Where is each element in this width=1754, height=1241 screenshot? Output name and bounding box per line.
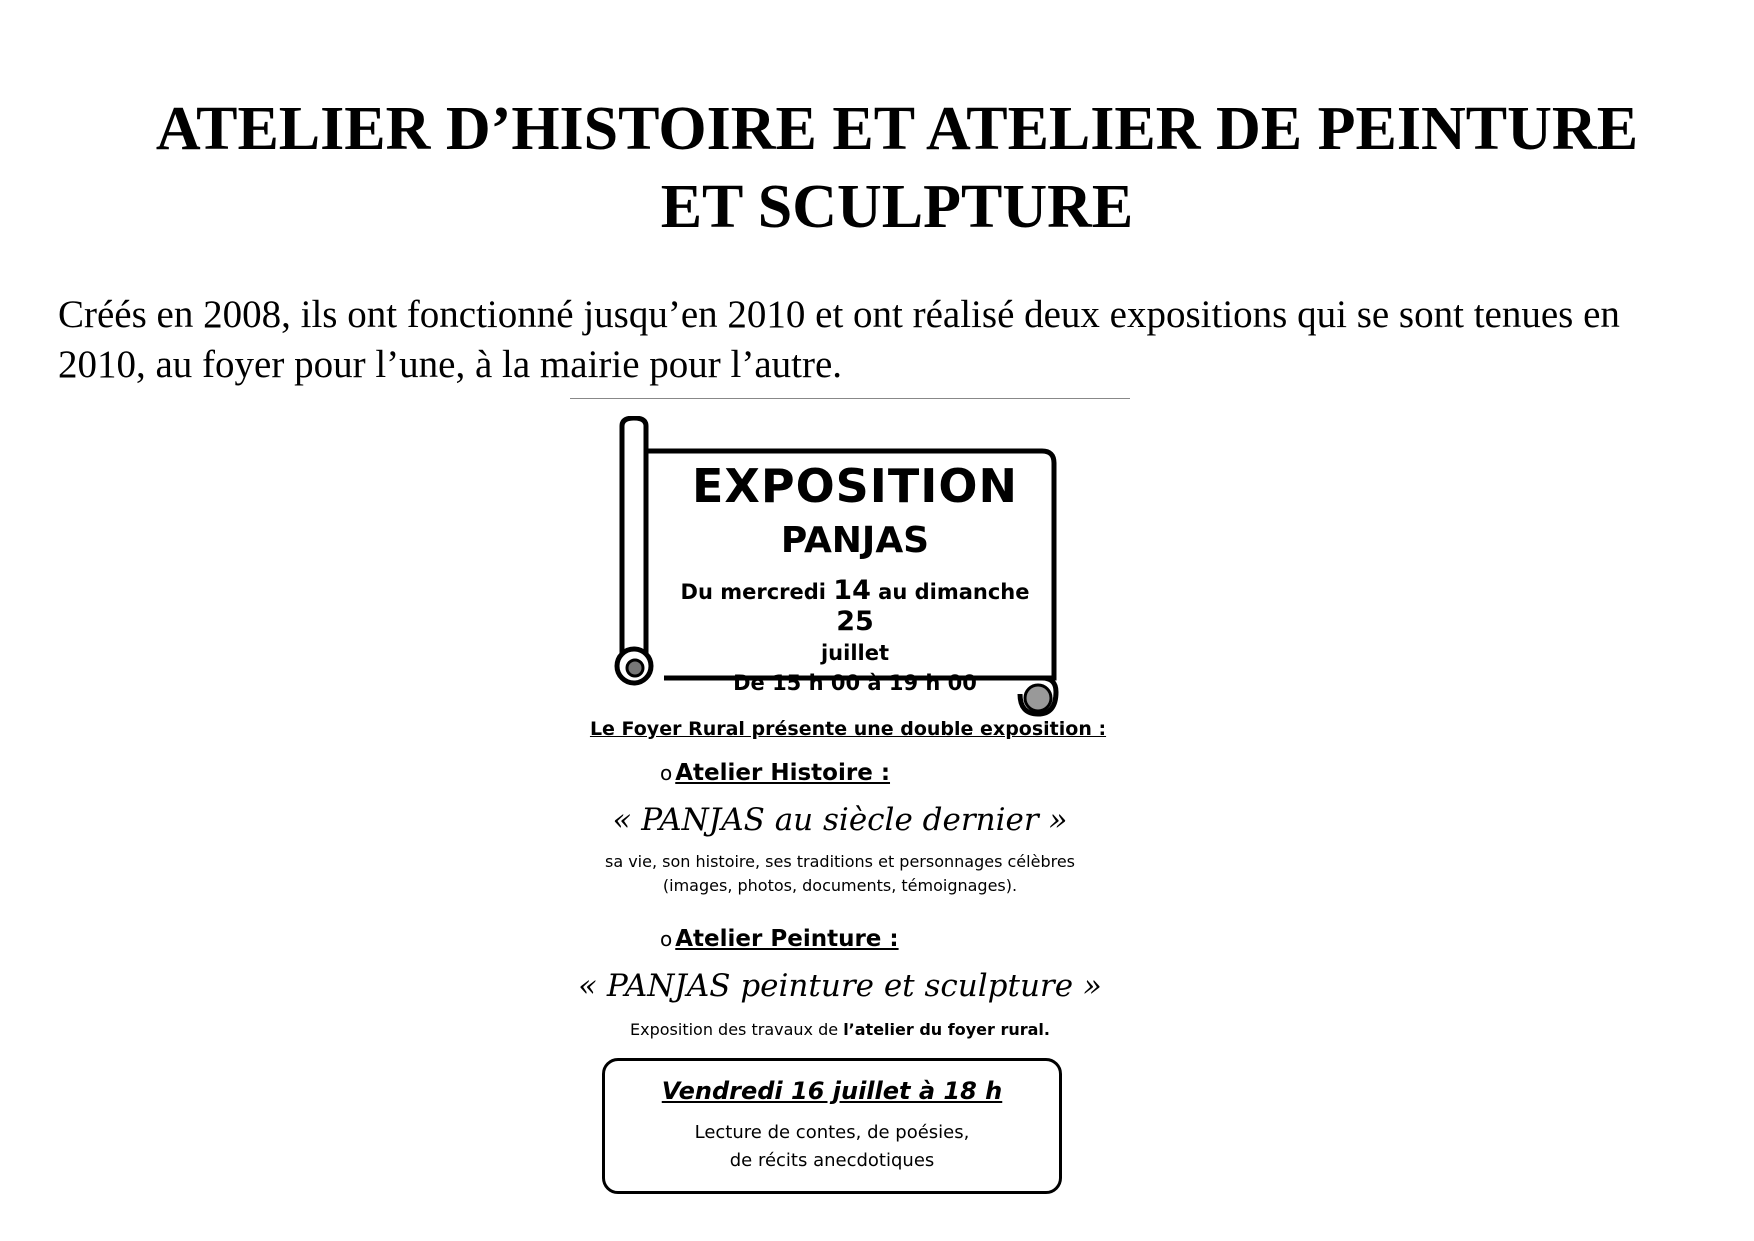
event-desc-line-1: Lecture de contes, de poésies,: [694, 1122, 970, 1143]
dates-month: juillet: [820, 641, 890, 665]
page-title-line-1: ATELIER D’HISTOIRE ET ATELIER DE PEINTURE: [155, 95, 1639, 163]
poster-subtitle: PANJAS: [780, 520, 930, 561]
workshop-history-description: [560, 850, 1120, 898]
poster-presents-line: Le Foyer Rural présente une double exposition :: [589, 718, 1107, 740]
poster-dates: [660, 576, 1050, 698]
poster-top-rule: [570, 398, 1130, 399]
workshop-painting-description: [560, 1018, 1120, 1042]
dates-middle: au dimanche: [878, 580, 1030, 604]
bullet-icon: o: [660, 927, 673, 951]
event-desc-line-2: de récits anecdotiques: [729, 1150, 935, 1171]
event-description: [605, 1119, 1059, 1175]
page-title-line-2: ET SCULPTURE: [660, 173, 1134, 241]
dates-start-day: 14: [833, 575, 871, 606]
intro-paragraph: Créés en 2008, ils ont fonctionné jusqu’en 2010 et ont réalisé deux expositions qui se sont tenues en 2010, au foyer pour l’une, à la mairie pour l’autre.: [58, 293, 1620, 386]
workshop-history-quote: « PANJAS au siècle dernier »: [612, 802, 1068, 838]
dates-prefix: Du mercredi: [680, 580, 826, 604]
scroll-banner-text: [660, 458, 1050, 698]
event-title: Vendredi 16 juillet à 18 h: [661, 1077, 1003, 1105]
exhibition-poster: [560, 398, 1120, 1198]
event-box: [602, 1058, 1062, 1194]
workshop-painting-desc-bold: l’atelier du foyer rural.: [843, 1020, 1050, 1039]
bullet-icon: o: [660, 761, 673, 785]
page-title: [40, 90, 1754, 246]
poster-title: EXPOSITION: [691, 459, 1019, 513]
workshop-history-label: [660, 760, 890, 786]
workshop-painting-label-text: Atelier Peinture :: [675, 926, 899, 952]
workshop-painting-quote: « PANJAS peinture et sculpture »: [578, 968, 1102, 1004]
workshop-painting-label: [660, 926, 899, 952]
dates-hours: De 15 h 00 à 19 h 00: [733, 671, 977, 695]
workshop-history-label-text: Atelier Histoire :: [675, 760, 891, 786]
workshop-history-desc-line-1: sa vie, son histoire, ses traditions et personnages célèbres: [604, 852, 1075, 871]
workshop-painting-desc-prefix: Exposition des travaux de: [630, 1020, 844, 1039]
dates-end-day: 25: [836, 606, 874, 637]
workshop-history-desc-line-2: (images, photos, documents, témoignages).: [662, 876, 1018, 895]
